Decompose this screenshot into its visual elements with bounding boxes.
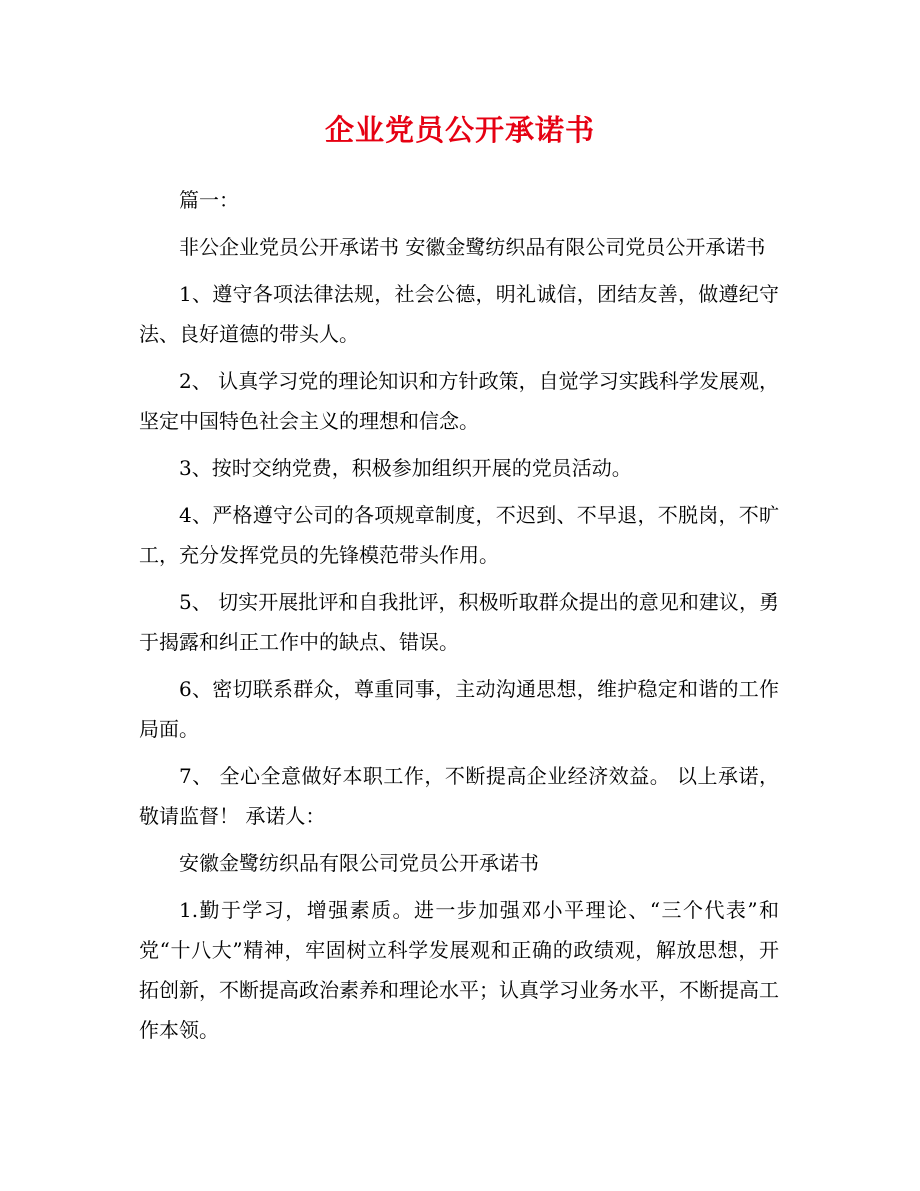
paragraph-item-2: 2、 认真学习党的理论知识和方针政策，自觉学习实践科学发展观，坚定中国特色社会主义的理想和信念。	[139, 369, 779, 433]
paragraph-section-label: 篇一：	[179, 188, 239, 212]
paragraph-item-3: 3、按时交纳党费，积极参加组织开展的党员活动。	[179, 456, 632, 480]
paragraph-study-item: 1.勤于学习，增强素质。进一步加强邓小平理论、“三个代表”和党“十八大”精神，牢固树立科学发展观和正确的政绩观，解放思想，开拓创新，不断提高政治素养和理论水平；认真学习业务水平，不断提高工作本领。	[139, 898, 779, 1042]
document-title: 企业党员公开承诺书	[324, 113, 595, 147]
paragraph-item-6: 6、密切联系群众，尊重同事，主动沟通思想，维护稳定和谐的工作局面。	[139, 677, 779, 741]
paragraph-item-7: 7、 全心全意做好本职工作，不断提高企业经济效益。 以上承诺，敬请监督！ 承诺人：	[139, 764, 779, 828]
paragraph-item-1: 1、遵守各项法律法规，社会公德，明礼诚信，团结友善，做遵纪守法、良好道德的带头人。	[139, 282, 779, 346]
paragraph-item-4: 4、严格遵守公司的各项规章制度，不迟到、不早退，不脱岗，不旷工，充分发挥党员的先锋模范带头作用。	[139, 503, 779, 567]
paragraph-subtitle: 非公企业党员公开承诺书 安徽金鹭纺织品有限公司党员公开承诺书	[179, 235, 766, 259]
document-body	[139, 180, 779, 1057]
paragraph-company-heading: 安徽金鹭纺织品有限公司党员公开承诺书	[179, 851, 539, 875]
paragraph-item-5: 5、 切实开展批评和自我批评，积极听取群众提出的意见和建议，勇于揭露和纠正工作中的缺点、错误。	[139, 590, 779, 654]
